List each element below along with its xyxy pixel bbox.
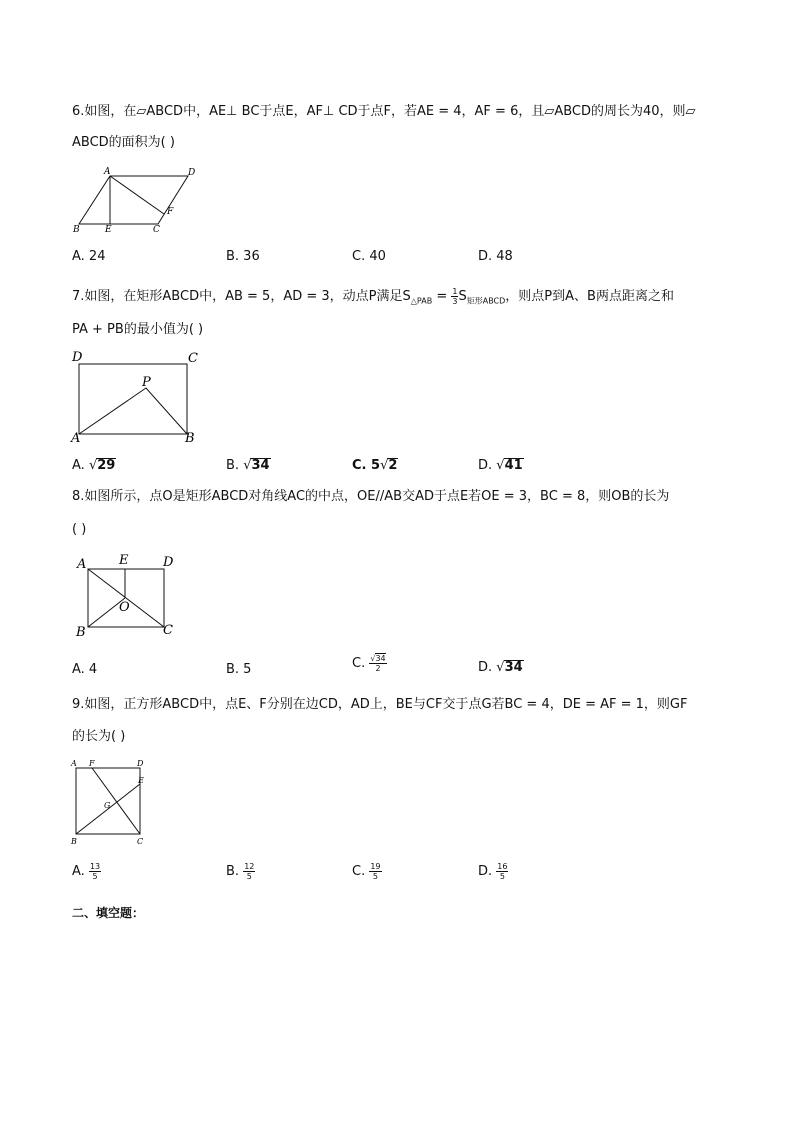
q7-option-c: C. 5√2 [352, 458, 398, 473]
q9-line1: 9.如图，正方形ABCD中，点E、F分别在边CD，AD上，BE与CF交于点G若BC = 4，DE = AF = 1，则GF [72, 697, 688, 712]
q6-label-b: B [73, 225, 80, 235]
q6-label-d: D [188, 168, 196, 178]
q7-label-d: D [72, 350, 83, 365]
q6-label-c: C [153, 225, 160, 235]
q9-label-f: F [89, 759, 95, 768]
q8-label-c: C [163, 623, 173, 638]
q8-label-d: D [163, 555, 174, 570]
q9-option-d: D. $\frac{16}{5}$ [478, 862, 508, 881]
q9-figure [68, 756, 152, 848]
q9-option-b: B. $\frac{12}{5}$ [226, 862, 255, 881]
q9-option-a: A. $\frac{13}{5}$ [72, 862, 101, 881]
q8-figure [74, 552, 178, 640]
q9-label-a: A [71, 759, 77, 768]
q6-label-f: F [167, 207, 174, 217]
q7-figure [68, 348, 204, 444]
q6-label-a: A [104, 167, 111, 177]
q6-figure [70, 164, 202, 236]
q6-option-d: D. 48 [478, 249, 513, 264]
q7-label-p: P [142, 375, 151, 390]
q9-label-d: D [137, 759, 144, 768]
q6-option-a: A. 24 [72, 249, 106, 264]
q9-option-c: C. $\frac{19}{5}$ [352, 862, 381, 881]
q6-label-e: E [105, 225, 112, 235]
q6-option-b: B. 36 [226, 249, 260, 264]
q8-option-d: D. √34 [478, 660, 523, 675]
q7-line2: PA + PB的最小值为( ) [72, 322, 204, 337]
q6-option-c: C. 40 [352, 249, 386, 264]
q8-option-a: A. 4 [72, 662, 98, 677]
q7-option-b: B. √34 [226, 458, 270, 473]
q8-label-b: B [76, 625, 86, 640]
q8-option-b: B. 5 [226, 662, 252, 677]
q7-option-d: D. √41 [478, 458, 523, 473]
q8-label-a: A [77, 557, 87, 572]
q9-label-c: C [137, 837, 144, 846]
q8-line1: 8.如图所示，点O是矩形ABCD对角线AC的中点，OE//AB交AD于点E若OE = 3，BC = 8，则OB的长为 [72, 489, 670, 504]
q8-option-c: C. $\frac{√34}{2}$ [352, 654, 386, 673]
q9-label-g: G [104, 801, 111, 810]
q7-line1: 7.如图，在矩形ABCD中，AB = 5，AD = 3，动点P满足$S_{\triangle PAB}$ = $\frac{1}{3}$ $S_{矩形ABCD}$，则点P到A、B两点距离之和 [72, 287, 674, 306]
section-heading: 二、填空题： [72, 906, 145, 920]
q6-line2: ABCD的面积为( ) [72, 135, 175, 150]
q7-fraction: $\frac{1}{3}$ [452, 287, 458, 306]
q9-line2: 的长为( ) [72, 729, 126, 744]
q9-label-e: E [138, 776, 144, 785]
q7-option-a: A. √29 [72, 458, 116, 473]
q8-line2: ( ) [72, 522, 87, 537]
q7-label-b: B [185, 431, 195, 444]
q6-line1: 6.如图，在▱ABCD中，AE⊥ BC于点E，AF⊥ CD于点F，若AE = 4，AF = 6，且▱ABCD的周长为40，则▱ [72, 104, 696, 119]
q8-label-e: E [119, 553, 129, 568]
q8-label-o: O [119, 600, 130, 615]
q7-label-a: A [71, 431, 81, 444]
q7-label-c: C [188, 351, 198, 366]
q9-label-b: B [71, 837, 77, 846]
